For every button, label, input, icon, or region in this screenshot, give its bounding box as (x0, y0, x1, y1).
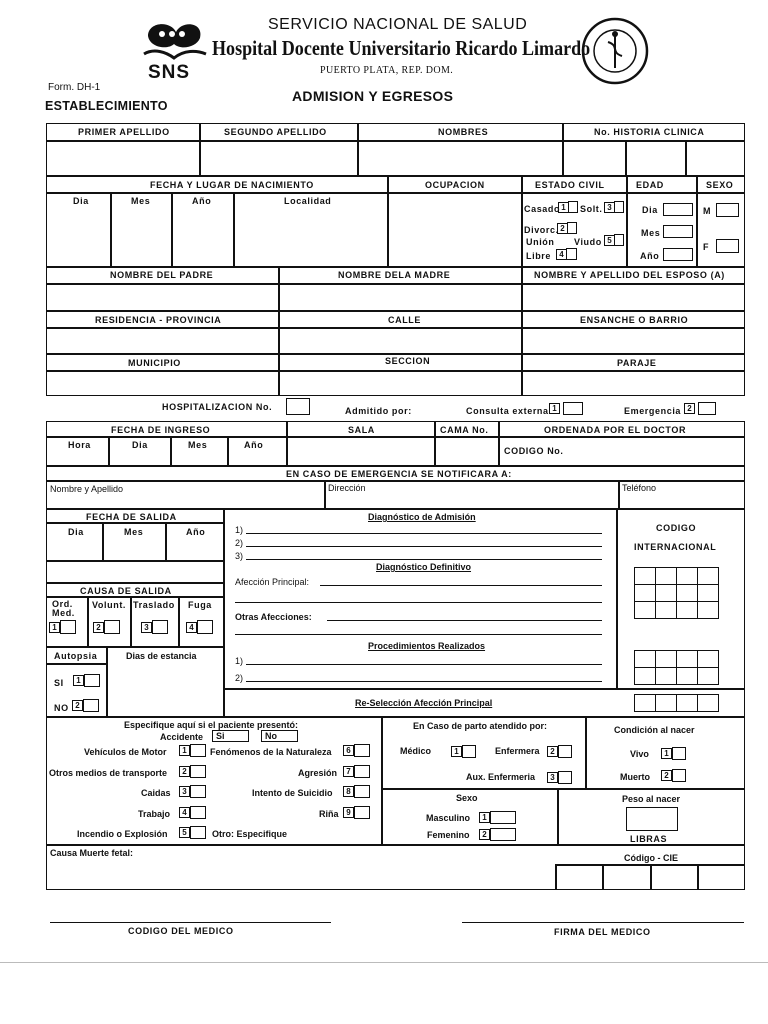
label-admitido: Admitido por: (345, 406, 412, 416)
label-edad: EDAD (636, 180, 664, 190)
label-traslado: Traslado (133, 600, 175, 610)
otras-afecciones-line[interactable] (327, 620, 602, 621)
hospital-location: PUERTO PLATA, REP. DOM. (320, 65, 454, 76)
label-nombre-madre: NOMBRE DELA MADRE (338, 270, 451, 280)
label-otros-medios: Otros medios de transporte (49, 768, 168, 778)
consulta-externa-box[interactable] (563, 402, 583, 415)
accidente-si-box[interactable] (212, 730, 249, 742)
label-casado: Casado (524, 204, 561, 214)
otras-afecciones-line-2[interactable] (235, 634, 602, 635)
codigo-cie-boxes[interactable] (556, 865, 744, 889)
heading-diagnostico-definitivo: Diagnóstico Definitivo (376, 562, 472, 572)
label-union: Unión (526, 237, 555, 247)
label-agresion: Agresión (298, 768, 338, 778)
label-voluntario: Volunt. (92, 600, 127, 610)
rina-box[interactable] (354, 806, 370, 819)
label-ingreso-hora: Hora (68, 440, 91, 450)
label-solt: Solt. (580, 204, 603, 214)
label-masculino: Masculino (426, 813, 471, 823)
muerto-box[interactable] (672, 769, 686, 782)
label-emergencia: Emergencia (624, 406, 682, 416)
femenino-box[interactable] (490, 828, 516, 841)
consulta-externa-checkbox[interactable]: 1 (549, 403, 560, 414)
voluntario-box[interactable] (104, 620, 120, 634)
caidas-box[interactable] (190, 785, 206, 798)
ord-med-box[interactable] (60, 620, 76, 634)
masculino-checkbox[interactable]: 1 (479, 812, 490, 823)
edad-mes-box[interactable] (663, 225, 693, 238)
label-proc-2: 2) (235, 673, 244, 683)
label-divorc: Divorc. (524, 225, 559, 235)
label-caidas: Caidas (141, 788, 171, 798)
enfermera-box[interactable] (558, 745, 572, 758)
divorciado-checkbox[interactable]: 2 (557, 223, 568, 234)
divorciado-box[interactable] (567, 222, 577, 234)
label-emergencia-notificar: EN CASO DE EMERGENCIA SE NOTIFICARA A: (286, 469, 512, 479)
label-parto: En Caso de parto atendido por: (413, 721, 548, 731)
label-accidente: Accidente (160, 732, 204, 742)
muerto-checkbox[interactable]: 2 (661, 770, 672, 781)
label-ingreso-anio: Año (244, 440, 264, 450)
label-sexo-nacido: Sexo (456, 793, 478, 803)
label-fuga: Fuga (188, 600, 212, 610)
sns-logo (140, 14, 210, 84)
casado-checkbox[interactable]: 1 (558, 202, 569, 213)
sns-logo-text: SNS (148, 62, 191, 83)
label-cama: CAMA No. (440, 425, 489, 435)
historia-clinica-field[interactable] (564, 142, 744, 174)
label-afeccion-principal: Afección Principal: (235, 577, 310, 587)
label-autopsia-si: SI (54, 678, 64, 688)
label-adm-1: 1) (235, 525, 244, 535)
label-otro-especifique: Otro: Especifique (212, 829, 288, 839)
traslado-box[interactable] (152, 620, 168, 634)
label-condicion-nacer: Condición al nacer (614, 725, 695, 735)
label-peso-nacer: Peso al nacer (622, 794, 681, 804)
label-calle: CALLE (388, 315, 421, 325)
masculino-box[interactable] (490, 811, 516, 824)
vehiculos-checkbox[interactable]: 1 (179, 745, 190, 756)
codigo-medico-line[interactable] (50, 922, 331, 923)
emergencia-box[interactable] (698, 402, 716, 415)
fuga-checkbox[interactable]: 4 (186, 622, 197, 633)
label-internacional: INTERNACIONAL (634, 542, 717, 552)
accidente-no-label: No (265, 731, 277, 741)
agresion-checkbox[interactable]: 7 (343, 766, 354, 777)
suicidio-checkbox[interactable]: 8 (343, 786, 354, 797)
label-codigo-cie: Código - CIE (624, 853, 678, 863)
label-paraje: PARAJE (617, 358, 657, 368)
diag-adm-line-2[interactable] (246, 546, 602, 547)
label-codigo-no: CODIGO No. (504, 446, 564, 456)
autopsia-si-checkbox[interactable]: 1 (73, 675, 84, 686)
label-codigo-medico: CODIGO DEL MEDICO (128, 926, 234, 936)
label-enfermera: Enfermera (495, 746, 540, 756)
label-salida-dia: Dia (68, 527, 84, 537)
libre-checkbox[interactable]: 4 (556, 249, 567, 260)
viudo-box[interactable] (614, 234, 624, 246)
label-rina: Riña (319, 809, 339, 819)
sexo-m-box[interactable] (716, 203, 739, 217)
label-libras: LIBRAS (630, 834, 668, 844)
fuga-box[interactable] (197, 620, 213, 634)
heading-diagnostico-admision: Diagnóstico de Admisión (368, 512, 476, 522)
causa-muerte-fetal-field[interactable] (48, 860, 553, 888)
establecimiento-label: ESTABLECIMIENTO (45, 99, 168, 113)
vivo-checkbox[interactable]: 1 (661, 748, 672, 759)
label-viudo: Viudo (574, 237, 602, 247)
label-medico: Médico (400, 746, 432, 756)
label-ingreso-mes: Mes (188, 440, 208, 450)
emergencia-checkbox[interactable]: 2 (684, 403, 695, 414)
label-edad-mes: Mes (641, 228, 661, 238)
accidente-si-label: Si (216, 731, 225, 741)
suicidio-box[interactable] (354, 785, 370, 798)
label-vehiculos: Vehículos de Motor (84, 747, 167, 757)
agresion-box[interactable] (354, 765, 370, 778)
vehiculos-box[interactable] (190, 744, 206, 757)
label-fecha-lugar-nacimiento: FECHA Y LUGAR DE NACIMIENTO (150, 180, 314, 190)
label-vivo: Vivo (630, 749, 649, 759)
aux-enfermeria-checkbox[interactable]: 3 (547, 772, 558, 783)
label-incendio: Incendio o Explosión (77, 829, 168, 839)
label-adm-2: 2) (235, 538, 244, 548)
label-femenino: Femenino (427, 830, 470, 840)
trabajo-box[interactable] (190, 806, 206, 819)
primer-apellido-field[interactable] (48, 142, 198, 174)
label-suicidio: Intento de Suicidio (252, 788, 333, 798)
label-causa-muerte-fetal: Causa Muerte fetal: (50, 848, 134, 858)
codigo-grid-3[interactable] (634, 694, 719, 712)
label-ord-med: Ord. Med. (52, 599, 75, 618)
label-fenomenos: Fenómenos de la Naturaleza (210, 747, 332, 757)
hospitalizacion-number-box[interactable] (286, 398, 310, 415)
label-salida-anio: Año (186, 527, 206, 537)
firma-medico-line[interactable] (462, 922, 744, 923)
label-birth-dia: Dia (73, 196, 89, 206)
incendio-checkbox[interactable]: 5 (179, 827, 190, 838)
label-dias-estancia: Dias de estancia (126, 651, 197, 661)
casado-box[interactable] (568, 201, 578, 213)
label-segundo-apellido: SEGUNDO APELLIDO (224, 127, 327, 137)
soltero-checkbox[interactable]: 3 (604, 202, 615, 213)
label-sexo: SEXO (706, 180, 734, 190)
afeccion-principal-line[interactable] (320, 585, 602, 586)
label-causa-salida: CAUSA DE SALIDA (80, 586, 172, 596)
label-especifique: Especifique aquí si el paciente presentó: (124, 720, 299, 730)
aux-enfermeria-box[interactable] (558, 771, 572, 784)
autopsia-si-box[interactable] (84, 674, 100, 687)
label-autopsia-no: NO (54, 703, 69, 713)
label-consulta-externa: Consulta externa (466, 406, 549, 416)
medico-box[interactable] (462, 745, 476, 758)
label-autopsia: Autopsia (54, 651, 98, 661)
label-municipio: MUNICIPIO (128, 358, 181, 368)
label-otras-afecciones: Otras Afecciones: (235, 612, 312, 622)
label-adm-3: 3) (235, 551, 244, 561)
fenomenos-checkbox[interactable]: 6 (343, 745, 354, 756)
label-edad-dia: Dia (642, 205, 658, 215)
autopsia-no-box[interactable] (83, 699, 99, 712)
label-proc-1: 1) (235, 656, 244, 666)
label-aux-enfermeria: Aux. Enfermeria (466, 772, 536, 782)
fenomenos-box[interactable] (354, 744, 370, 757)
incendio-box[interactable] (190, 826, 206, 839)
label-ocupacion: OCUPACION (425, 180, 485, 190)
libre-box[interactable] (566, 248, 577, 260)
peso-box[interactable] (626, 807, 678, 831)
label-sexo-m: M (703, 206, 712, 216)
label-codigo: CODIGO (656, 523, 697, 533)
sexo-f-box[interactable] (716, 239, 739, 253)
heading-procedimientos: Procedimientos Realizados (368, 641, 486, 651)
edad-dia-box[interactable] (663, 203, 693, 216)
enfermera-checkbox[interactable]: 2 (547, 746, 558, 757)
label-sala: SALA (348, 425, 375, 435)
form-code: Form. DH-1 (48, 82, 101, 93)
label-esposo: NOMBRE Y APELLIDO DEL ESPOSO (A) (534, 270, 725, 280)
label-hospitalizacion: HOSPITALIZACION No. (162, 402, 273, 412)
label-historia-clinica: No. HISTORIA CLINICA (594, 127, 705, 137)
label-fecha-salida: FECHA DE SALIDA (86, 512, 177, 522)
label-telefono: Teléfono (622, 483, 657, 493)
procedimiento-line-2[interactable] (246, 681, 602, 682)
label-birth-anio: Año (192, 196, 212, 206)
label-nombre-apellido: Nombre y Apellido (50, 484, 124, 494)
diag-adm-line-1[interactable] (246, 533, 602, 534)
rina-checkbox[interactable]: 9 (343, 807, 354, 818)
accidente-no-box[interactable] (261, 730, 298, 742)
label-sexo-f: F (703, 242, 710, 252)
agency-name: SERVICIO NACIONAL DE SALUD (268, 16, 528, 33)
label-nombres: NOMBRES (438, 127, 489, 137)
label-firma-medico: FIRMA DEL MEDICO (554, 927, 651, 937)
edad-anio-box[interactable] (663, 248, 693, 261)
afeccion-principal-line-2[interactable] (235, 602, 602, 603)
heading-reseleccion: Re-Selección Afección Principal (355, 698, 493, 708)
label-fecha-ingreso: FECHA DE INGRESO (111, 425, 211, 435)
label-localidad: Localidad (284, 196, 332, 206)
label-birth-mes: Mes (131, 196, 151, 206)
nombres-field[interactable] (359, 142, 561, 174)
hospital-seal (580, 16, 650, 86)
label-libre: Libre (526, 251, 552, 261)
label-ordenada: ORDENADA POR EL DOCTOR (544, 425, 687, 435)
soltero-box[interactable] (614, 201, 624, 213)
caidas-checkbox[interactable]: 3 (179, 786, 190, 797)
label-ingreso-dia: Dia (132, 440, 148, 450)
page-title: ADMISION Y EGRESOS (292, 88, 454, 104)
label-edad-anio: Año (640, 251, 660, 261)
label-seccion: SECCION (385, 356, 431, 366)
ord-med-checkbox[interactable]: 1 (49, 622, 60, 633)
viudo-checkbox[interactable]: 5 (604, 235, 615, 246)
codigo-grid-1[interactable] (634, 567, 719, 619)
autopsia-no-checkbox[interactable]: 2 (72, 700, 83, 711)
procedimiento-line-1[interactable] (246, 664, 602, 665)
label-salida-mes: Mes (124, 527, 144, 537)
otros-medios-checkbox[interactable]: 2 (179, 766, 190, 777)
trabajo-checkbox[interactable]: 4 (179, 807, 190, 818)
traslado-checkbox[interactable]: 3 (141, 622, 152, 633)
codigo-grid-2[interactable] (634, 650, 719, 685)
page-bottom-rule (0, 962, 768, 963)
voluntario-checkbox[interactable]: 2 (93, 622, 104, 633)
diag-adm-line-3[interactable] (246, 559, 602, 560)
label-estado-civil: ESTADO CIVIL (535, 180, 605, 190)
vivo-box[interactable] (672, 747, 686, 760)
label-primer-apellido: PRIMER APELLIDO (78, 127, 170, 137)
femenino-checkbox[interactable]: 2 (479, 829, 490, 840)
label-direccion: Dirección (328, 483, 366, 493)
label-muerto: Muerto (620, 772, 650, 782)
medico-checkbox[interactable]: 1 (451, 746, 462, 757)
otros-medios-box[interactable] (190, 765, 206, 778)
label-residencia: RESIDENCIA - PROVINCIA (95, 315, 222, 325)
hospital-name: Hospital Docente Universitario Ricardo Limardo (212, 36, 591, 60)
label-nombre-padre: NOMBRE DEL PADRE (110, 270, 214, 280)
label-trabajo: Trabajo (138, 809, 171, 819)
segundo-apellido-field[interactable] (201, 142, 356, 174)
label-ensanche: ENSANCHE O BARRIO (580, 315, 689, 325)
